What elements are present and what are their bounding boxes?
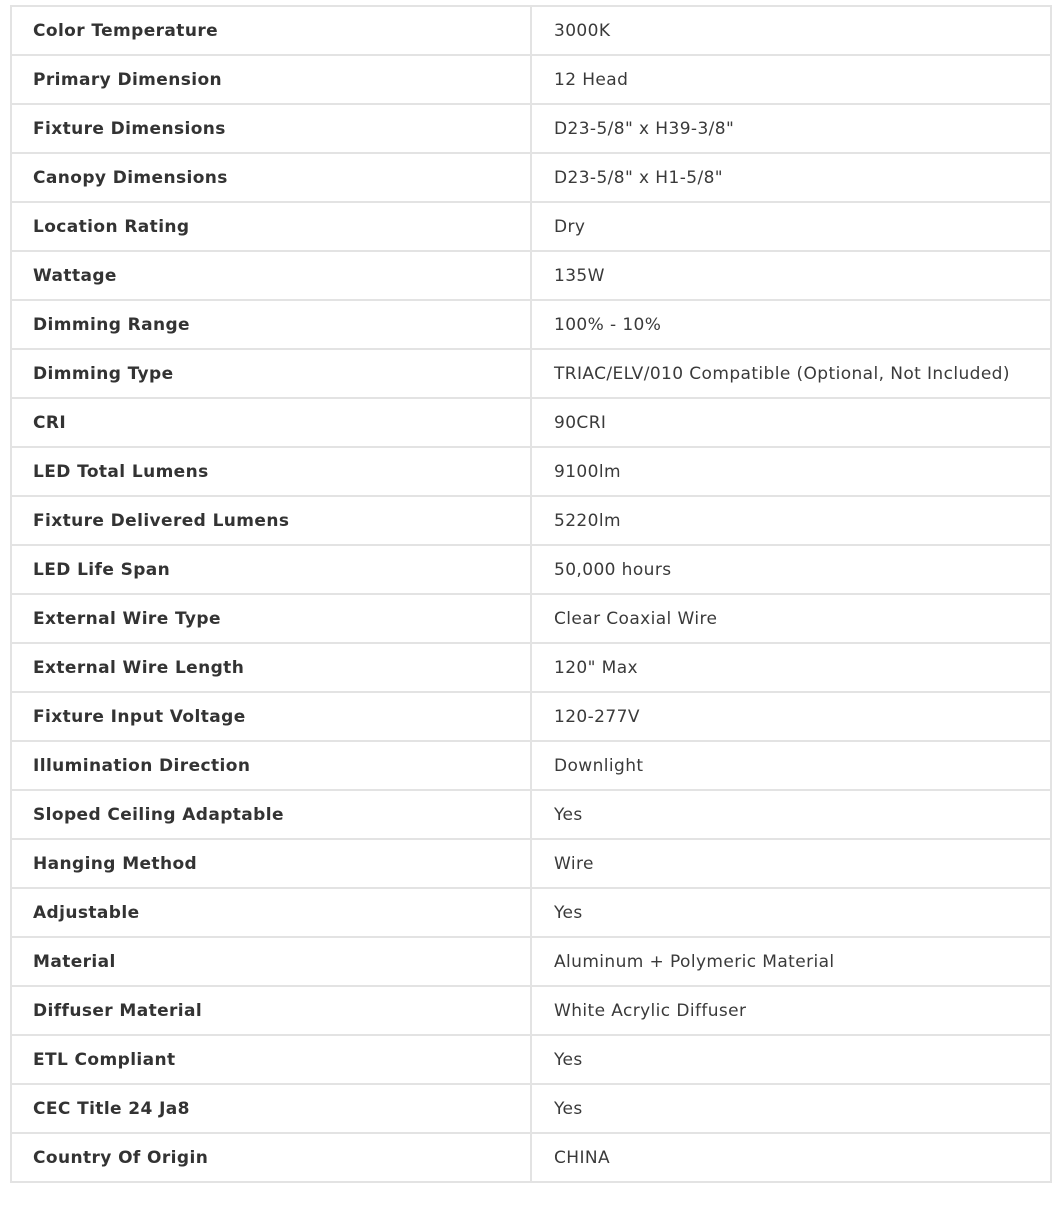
spec-label: LED Total Lumens	[11, 447, 531, 496]
spec-label: CRI	[11, 398, 531, 447]
spec-value: 90CRI	[531, 398, 1051, 447]
spec-value: 135W	[531, 251, 1051, 300]
table-row	[11, 937, 1051, 986]
table-row	[11, 447, 1051, 496]
spec-label: Fixture Dimensions	[11, 104, 531, 153]
table-row	[11, 1133, 1051, 1182]
spec-label: External Wire Type	[11, 594, 531, 643]
table-row	[11, 986, 1051, 1035]
spec-label: ETL Compliant	[11, 1035, 531, 1084]
table-row	[11, 398, 1051, 447]
table-row	[11, 251, 1051, 300]
table-row	[11, 153, 1051, 202]
spec-value: Yes	[531, 888, 1051, 937]
spec-label: CEC Title 24 Ja8	[11, 1084, 531, 1133]
spec-label: Dimming Type	[11, 349, 531, 398]
spec-label: LED Life Span	[11, 545, 531, 594]
spec-label: Fixture Input Voltage	[11, 692, 531, 741]
table-row	[11, 6, 1051, 55]
spec-table	[10, 5, 1052, 1183]
spec-label: External Wire Length	[11, 643, 531, 692]
spec-value: 120" Max	[531, 643, 1051, 692]
table-row	[11, 741, 1051, 790]
spec-value: Wire	[531, 839, 1051, 888]
spec-label: Color Temperature	[11, 6, 531, 55]
spec-label: Adjustable	[11, 888, 531, 937]
spec-value: Yes	[531, 790, 1051, 839]
table-row	[11, 790, 1051, 839]
table-row	[11, 643, 1051, 692]
table-row	[11, 349, 1051, 398]
table-row	[11, 545, 1051, 594]
spec-label: Material	[11, 937, 531, 986]
spec-value: Yes	[531, 1035, 1051, 1084]
spec-value: TRIAC/ELV/010 Compatible (Optional, Not Included)	[531, 349, 1051, 398]
table-row	[11, 202, 1051, 251]
spec-label: Diffuser Material	[11, 986, 531, 1035]
spec-value: 3000K	[531, 6, 1051, 55]
spec-value: White Acrylic Diffuser	[531, 986, 1051, 1035]
spec-label: Illumination Direction	[11, 741, 531, 790]
spec-label: Location Rating	[11, 202, 531, 251]
spec-table-body	[11, 6, 1051, 1182]
table-row	[11, 839, 1051, 888]
spec-value: Clear Coaxial Wire	[531, 594, 1051, 643]
spec-value: Yes	[531, 1084, 1051, 1133]
table-row	[11, 594, 1051, 643]
spec-value: 120-277V	[531, 692, 1051, 741]
spec-value: 12 Head	[531, 55, 1051, 104]
spec-label: Canopy Dimensions	[11, 153, 531, 202]
spec-label: Primary Dimension	[11, 55, 531, 104]
spec-value: Aluminum + Polymeric Material	[531, 937, 1051, 986]
table-row	[11, 888, 1051, 937]
table-row	[11, 496, 1051, 545]
spec-value: 9100lm	[531, 447, 1051, 496]
table-row	[11, 692, 1051, 741]
spec-value: D23-5/8" x H39-3/8"	[531, 104, 1051, 153]
spec-value: Downlight	[531, 741, 1051, 790]
spec-value: D23-5/8" x H1-5/8"	[531, 153, 1051, 202]
table-row	[11, 55, 1051, 104]
spec-label: Country Of Origin	[11, 1133, 531, 1182]
table-row	[11, 300, 1051, 349]
spec-value: Dry	[531, 202, 1051, 251]
table-row	[11, 104, 1051, 153]
spec-label: Dimming Range	[11, 300, 531, 349]
table-row	[11, 1035, 1051, 1084]
spec-value: 100% - 10%	[531, 300, 1051, 349]
spec-label: Wattage	[11, 251, 531, 300]
spec-label: Sloped Ceiling Adaptable	[11, 790, 531, 839]
spec-label: Fixture Delivered Lumens	[11, 496, 531, 545]
spec-value: 5220lm	[531, 496, 1051, 545]
spec-value: CHINA	[531, 1133, 1051, 1182]
spec-value: 50,000 hours	[531, 545, 1051, 594]
table-row	[11, 1084, 1051, 1133]
spec-label: Hanging Method	[11, 839, 531, 888]
